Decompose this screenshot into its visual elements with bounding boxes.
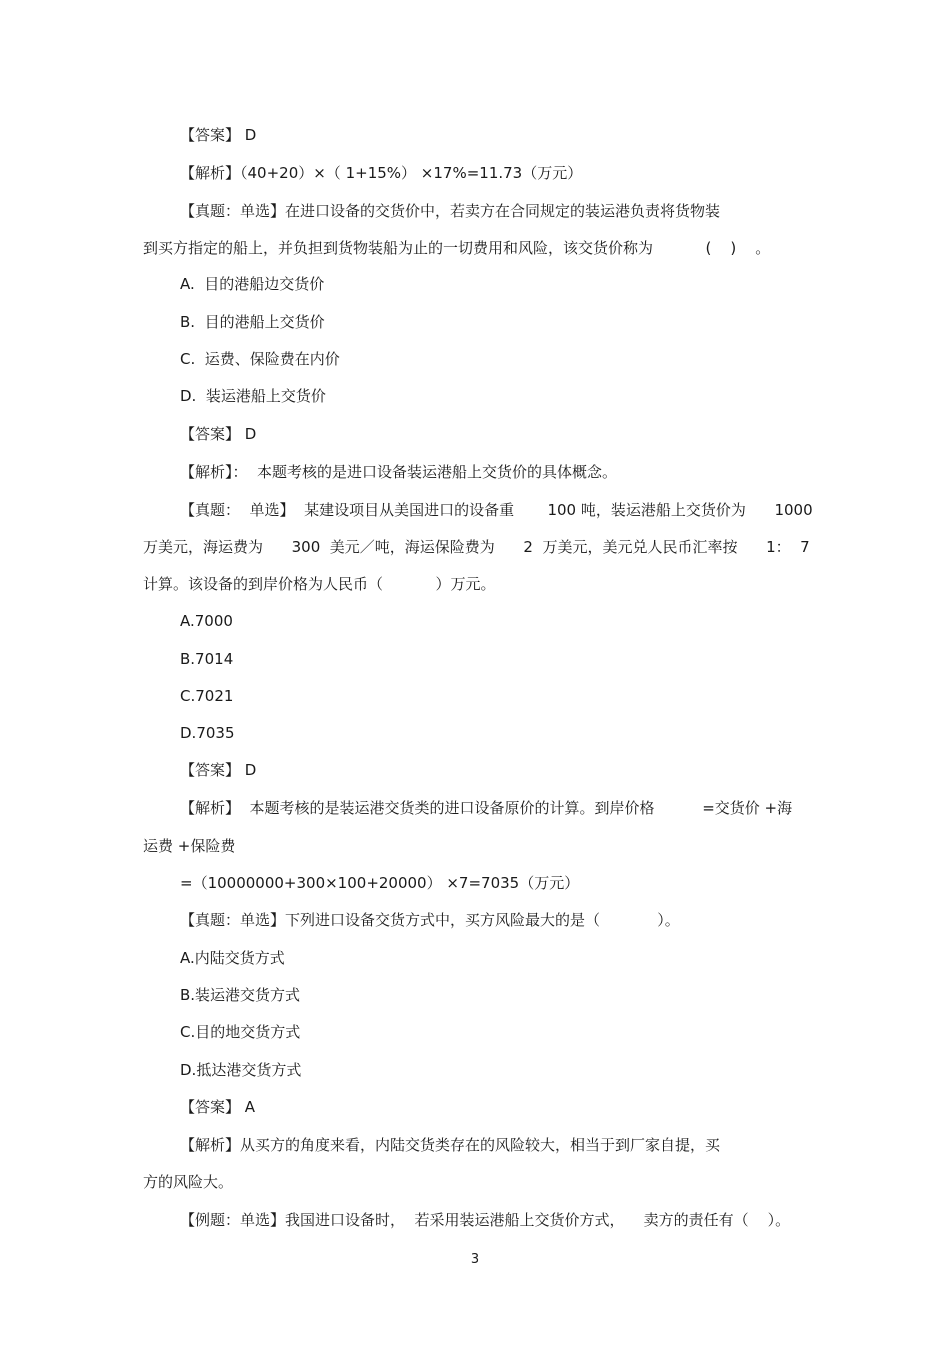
question-3-option-b: B.装运港交货方式: [180, 986, 301, 1004]
question-1-option-c: C. 运费、保险费在内价: [180, 350, 340, 368]
question-1-line-2: 到买方指定的船上，并负担到货物装船为止的一切费用和风险，该交货价称为 ( ) 。: [143, 239, 771, 257]
formula-line: =（10000000+300×100+20000） ×7=7035（万元）: [180, 874, 580, 892]
page-number: 3: [470, 1252, 480, 1267]
question-3-option-c: C.目的地交货方式: [180, 1023, 301, 1041]
question-2-line-3: 计算。该设备的到岸价格为人民币（ ）万元。: [143, 575, 496, 593]
question-2-option-a: A.7000: [180, 612, 233, 630]
question-2-line-1: 【真题： 单选】 某建设项目从美国进口的设备重 100 吨，装运港船上交货价为 1000: [180, 501, 813, 519]
question-1-option-d: D. 装运港船上交货价: [180, 387, 326, 405]
question-3-option-d: D.抵达港交货方式: [180, 1061, 302, 1079]
question-1-line-1: 【真题：单选】在进口设备的交货价中，若卖方在合同规定的装运港负责将货物装: [180, 202, 721, 220]
answer-line-1: 【答案】 D: [180, 126, 257, 144]
question-1-option-a: A. 目的港船边交货价: [180, 275, 325, 293]
question-2-option-c: C.7021: [180, 687, 234, 705]
question-1-option-b: B. 目的港船上交货价: [180, 313, 325, 331]
analysis-line-3: 【解析】 本题考核的是装运港交货类的进口设备原价的计算。到岸价格 =交货价 +海: [180, 799, 793, 817]
answer-line-3: 【答案】 D: [180, 761, 257, 779]
answer-line-4: 【答案】 A: [180, 1098, 256, 1116]
example-line-1: 【例题：单选】我国进口设备时， 若采用装运港船上交货价方式， 卖方的责任有（ ）。: [180, 1211, 791, 1229]
analysis-line-4: 【解析】从买方的角度来看，内陆交货类存在的风险较大，相当于到厂家自提，买: [180, 1136, 721, 1154]
question-2-line-2: 万美元，海运费为 300 美元／吨，海运保险费为 2 万美元，美元兑人民币汇率按 1： 7: [143, 538, 810, 556]
question-3-line-1: 【真题：单选】下列进口设备交货方式中，买方风险最大的是（ ）。: [180, 911, 680, 929]
analysis-line-1: 【解析】（40+20）×（ 1+15%） ×17%=11.73（万元）: [180, 164, 583, 182]
question-3-option-a: A.内陆交货方式: [180, 949, 285, 967]
question-2-option-d: D.7035: [180, 724, 235, 742]
analysis-line-4b: 方的风险大。: [143, 1173, 234, 1191]
answer-line-2: 【答案】 D: [180, 425, 257, 443]
analysis-line-3b: 运费 +保险费: [143, 837, 236, 855]
analysis-line-2: 【解析】： 本题考核的是进口设备装运港船上交货价的具体概念。: [180, 463, 618, 481]
question-2-option-b: B.7014: [180, 650, 234, 668]
